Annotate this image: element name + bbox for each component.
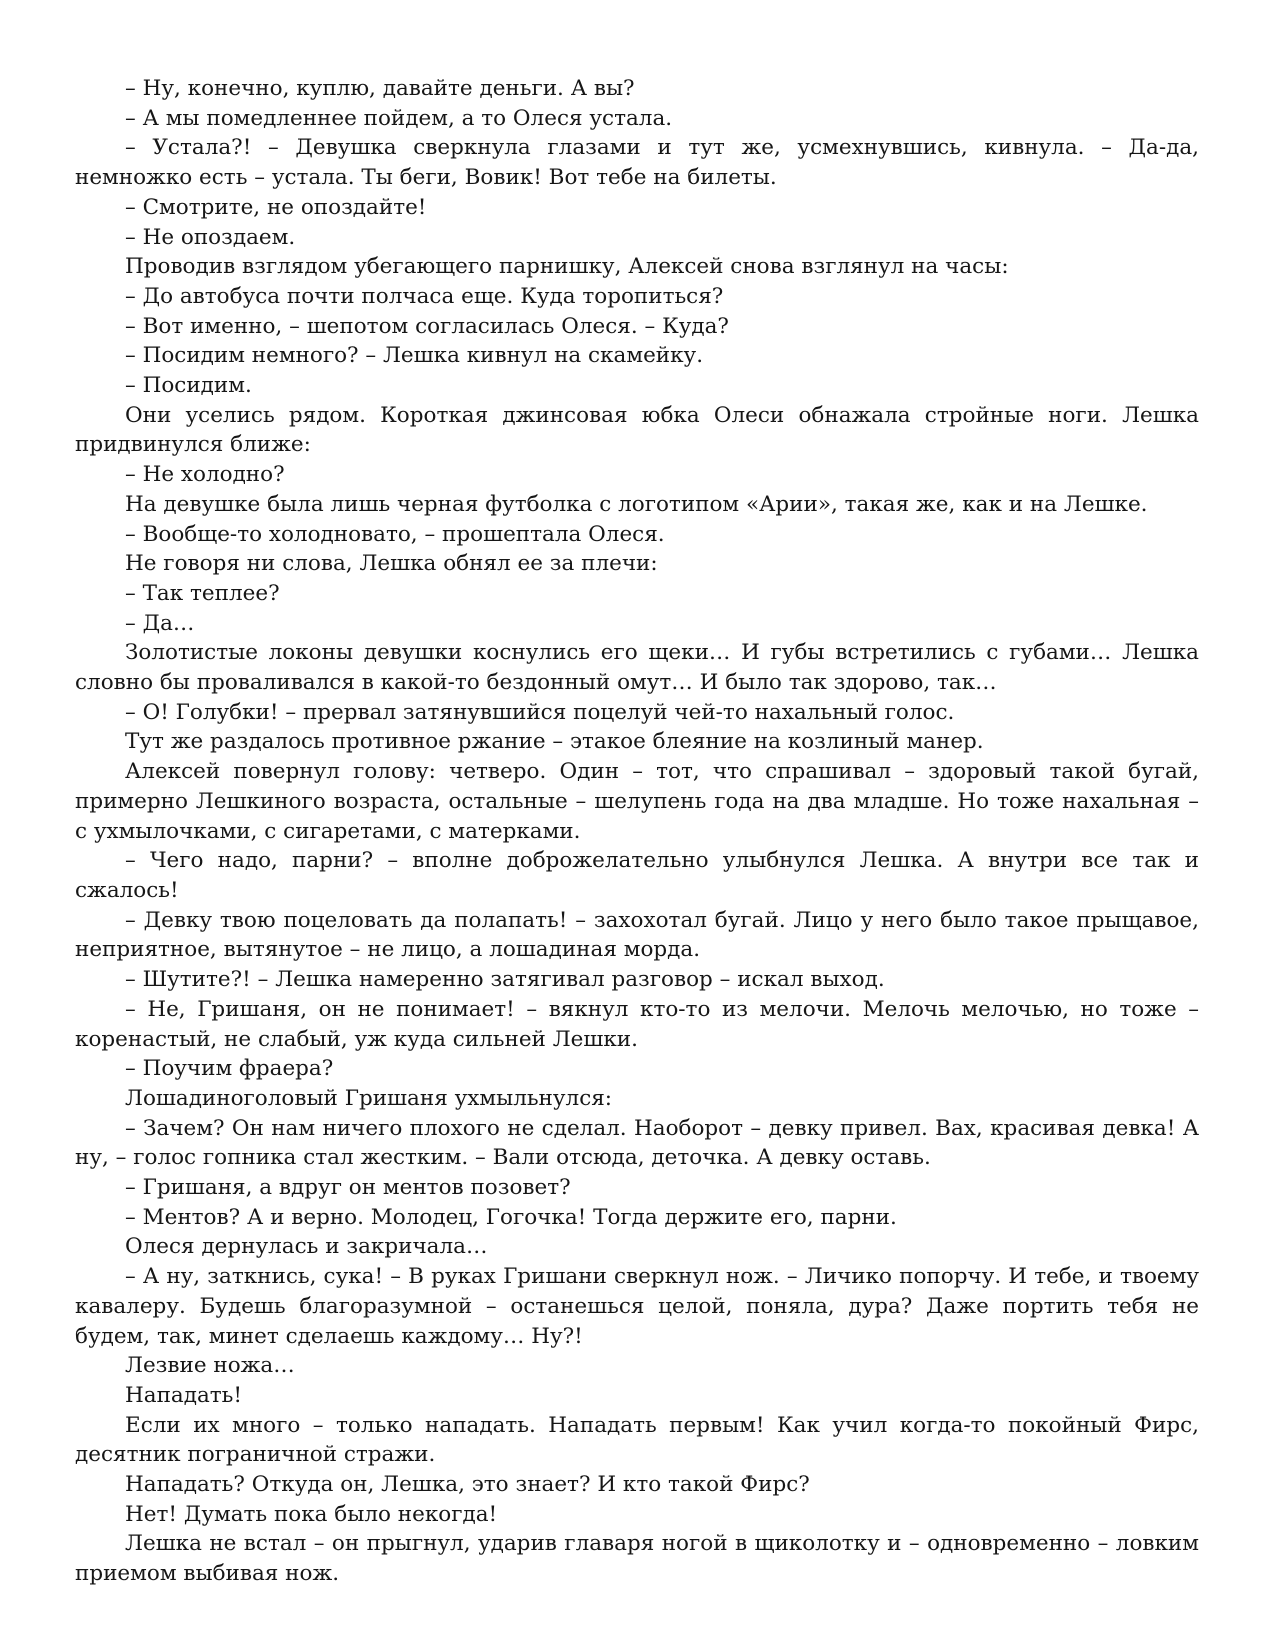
- paragraph: – Так теплее?: [125, 580, 280, 606]
- paragraph: – А ну, заткнись, сука! – В руках Гришани сверкнул нож. – Личико попорчу. И тебе, и твоему кавалеру. Будешь благоразумной – останешься целой, поняла, дура? Даже портить тебя не будем, так, минет сделаешь каждому… Ну?!: [75, 1264, 1199, 1349]
- paragraph: – Девку твою поцеловать да полапать! – захохотал бугай. Лицо у него было такое прыщавое, неприятное, вытянутое – не лицо, а лошадиная морда.: [75, 907, 1199, 963]
- paragraph: Золотистые локоны девушки коснулись его щеки… И губы встретились с губами… Лешка словно бы проваливался в какой-то бездонный омут… И было так здорово, так…: [75, 640, 1199, 696]
- paragraph: – Зачем? Он нам ничего плохого не сделал. Наоборот – девку привел. Вах, красивая девка! А ну, – голос гопника стал жестким. – Вали отсюда, деточка. А девку оставь.: [75, 1115, 1199, 1171]
- paragraph: – Посидим немного? – Лешка кивнул на скамейку.: [125, 343, 704, 369]
- paragraph: – Ну, конечно, куплю, давайте деньги. А вы?: [125, 76, 635, 101]
- paragraph: – О! Голубки! – прервал затянувшийся поцелуй чей-то нахальный голос.: [125, 699, 955, 725]
- document-page: [75, 74, 1199, 1589]
- paragraph: – А мы помедленнее пойдем, а то Олеся устала.: [125, 105, 673, 131]
- paragraph: – До автобуса почти полчаса еще. Куда торопиться?: [125, 283, 724, 309]
- paragraph: – Не холодно?: [125, 462, 285, 488]
- paragraph: Не говоря ни слова, Лешка обнял ее за плечи:: [125, 551, 658, 577]
- paragraph: Лошадиноголовый Гришаня ухмыльнулся:: [125, 1085, 613, 1111]
- paragraph: Нападать!: [125, 1382, 243, 1408]
- paragraph: Если их много – только нападать. Нападать первым! Как учил когда-то покойный Фирс, десятник пограничной стражи.: [75, 1412, 1199, 1468]
- paragraph: Они уселись рядом. Короткая джинсовая юбка Олеси обнажала стройные ноги. Лешка придвинулся ближе:: [75, 402, 1199, 458]
- paragraph: – Не, Гришаня, он не понимает! – вякнул кто-то из мелочи. Мелочь мелочью, но тоже – коренастый, не слабый, уж куда сильней Лешки.: [75, 996, 1199, 1052]
- paragraph: Тут же раздалось противное ржание – этакое блеяние на козлиный манер.: [125, 729, 984, 755]
- paragraph: – Шутите?! – Лешка намеренно затягивал разговор – искал выход.: [125, 967, 885, 993]
- paragraph: Нет! Думать пока было некогда!: [125, 1501, 498, 1527]
- paragraph: – Гришаня, а вдруг он ментов позовет?: [125, 1175, 571, 1201]
- paragraph: – Ментов? А и верно. Молодец, Гогочка! Тогда держите его, парни.: [125, 1204, 897, 1230]
- paragraph: Проводив взглядом убегающего парнишку, Алексей снова взглянул на часы:: [125, 254, 1009, 280]
- paragraph: – Да…: [125, 610, 195, 636]
- paragraph: Лешка не встал – он прыгнул, ударив главаря ногой в щиколотку и – одновременно – ловким приемом выбивая нож.: [75, 1531, 1199, 1587]
- paragraph: Олеся дернулась и закричала…: [125, 1234, 488, 1260]
- paragraph: – Поучим фраера?: [125, 1056, 334, 1082]
- paragraph: – Чего надо, парни? – вполне доброжелательно улыбнулся Лешка. А внутри все так и сжалось!: [75, 848, 1199, 903]
- paragraph: – Смотрите, не опоздайте!: [125, 194, 427, 220]
- paragraph: – Вообще-то холодновато, – прошептала Олеся.: [125, 521, 665, 547]
- paragraph: На девушке была лишь черная футболка с логотипом «Арии», такая же, как и на Лешке.: [125, 491, 1148, 517]
- paragraph: – Устала?! – Девушка сверкнула глазами и тут же, усмехнувшись, кивнула. – Да-да, немножко есть – устала. Ты беги, Вовик! Вот тебе на билеты.: [75, 135, 1199, 191]
- paragraph: – Не опоздаем.: [125, 224, 296, 250]
- paragraph: – Посидим.: [125, 373, 252, 399]
- paragraph: Алексей повернул голову: четверо. Один – тот, что спрашивал – здоровый такой бугай, примерно Лешкиного возраста, остальные – шелупень года на два младше. Но тоже нахальная – с ухмылочками, с сигаретами, с матерками.: [75, 759, 1199, 844]
- paragraph: Лезвие ножа…: [125, 1353, 295, 1379]
- paragraph: – Вот именно, – шепотом согласилась Олеся. – Куда?: [125, 313, 729, 339]
- paragraph: Нападать? Откуда он, Лешка, это знает? И кто такой Фирс?: [125, 1472, 810, 1498]
